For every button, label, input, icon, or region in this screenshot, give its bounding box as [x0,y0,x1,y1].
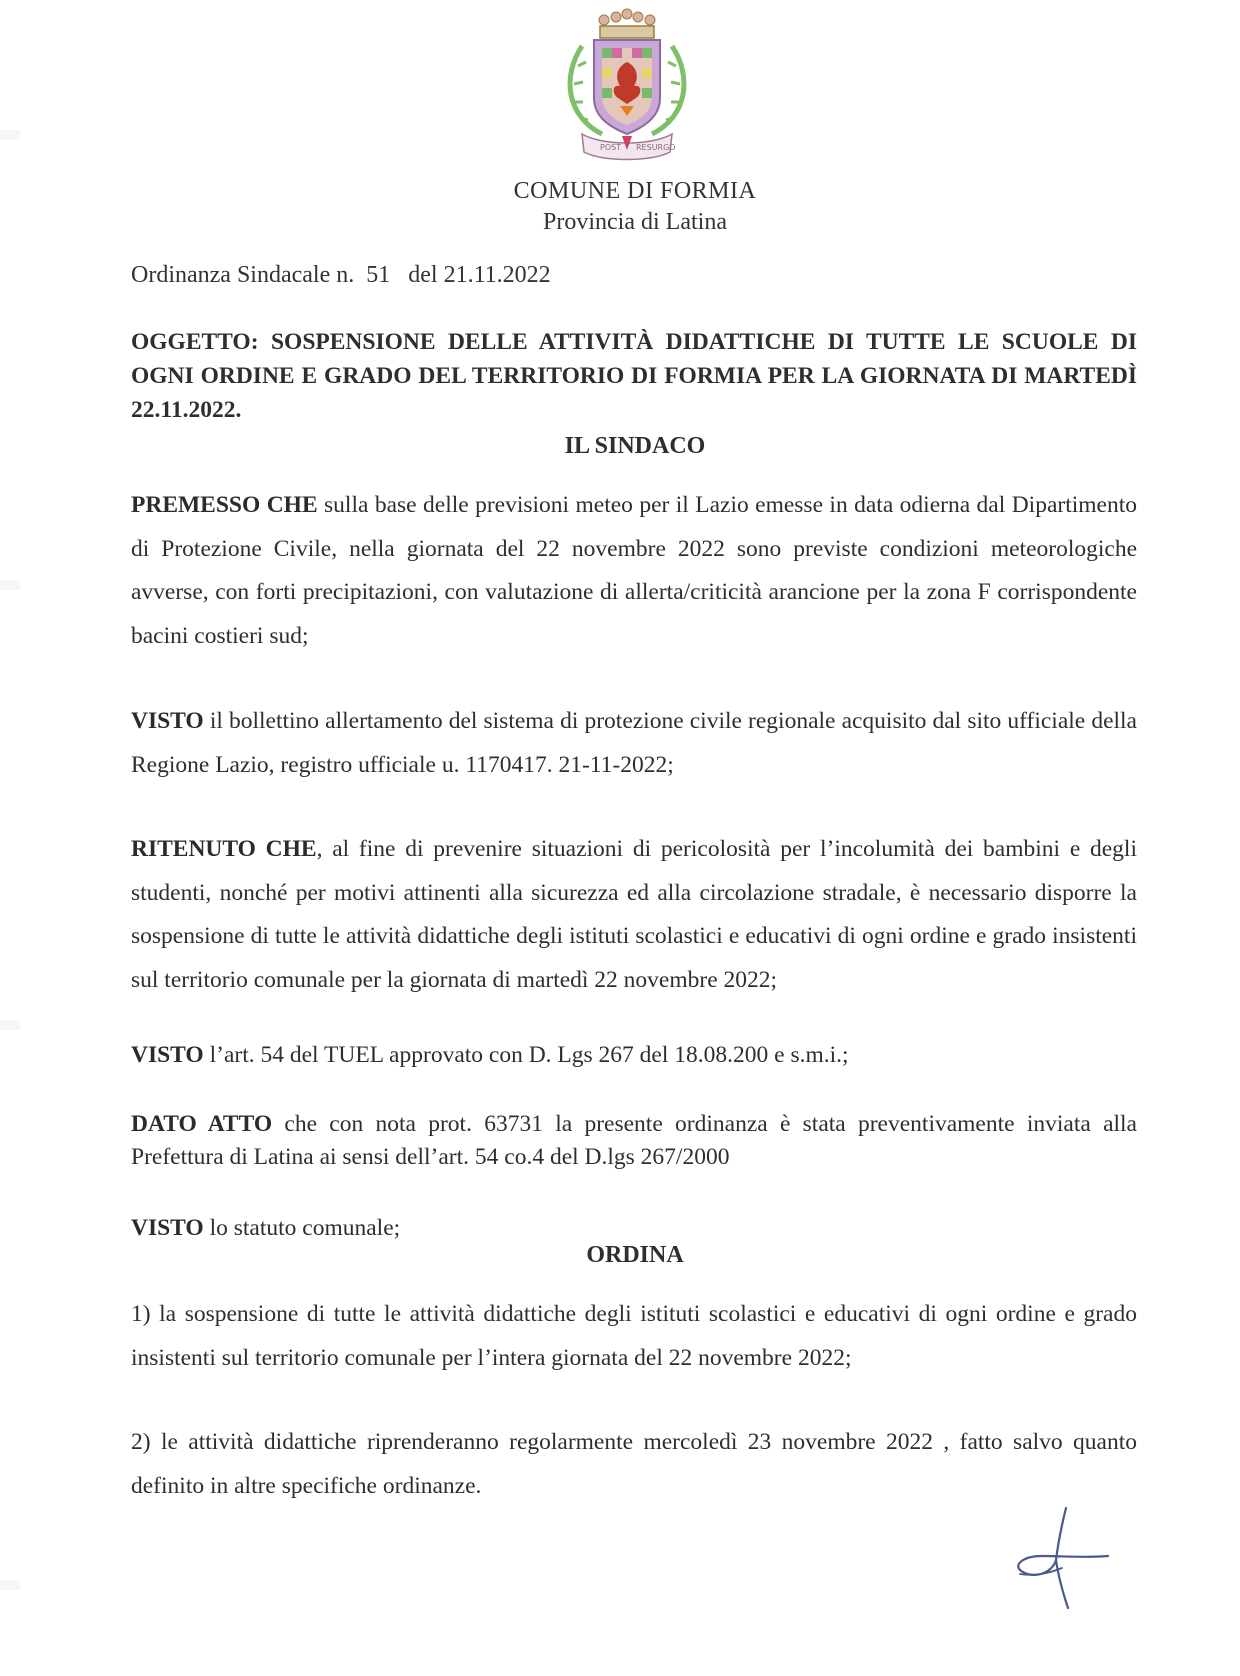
visto-bollettino-text: il bollettino allertamento del sistema di protezione civile regionale acquisito dal sito ufficiale della Regione Lazio, registro ufficiale u. 1170417. 21-11-2022; [131,708,1137,778]
document-header [0,176,1240,238]
visto-tuel-paragraph [131,1034,1137,1078]
visto-tuel-text: l’art. 54 del TUEL approvato con D. Lgs 267 del 18.08.200 e s.m.i.; [203,1042,849,1068]
dato-atto-lead: DATO ATTO [131,1111,273,1137]
ordina-heading: ORDINA [586,1242,684,1268]
visto-statuto-lead: VISTO [131,1215,204,1241]
crown-icon [599,9,655,38]
ordina-item: 2) le attività didattiche riprenderanno regolarmente mercoledì 23 novembre 2022 , fatto salvo quanto definito in altre specifiche ordinanze. [131,1429,1137,1499]
visto-statuto-paragraph [131,1212,1137,1245]
dato-atto-paragraph [131,1108,1137,1174]
ordina-item: 1) la sospensione di tutte le attività didattiche degli istituti scolastici e educativi di ogni ordine e grado insistenti sul territorio comunale per l’intera giornata del 22 novembre 2022; [131,1301,1137,1371]
ritenuto-text: , al fine di prevenire situazioni di pericolosità per l’incolumità dei bambini e degli studenti, nonché per motivi attinenti alla sicurezza ed alla circolazione stradale, è necessario disporre la sospensione di tutte le attività didattiche degli istituti scolastici e educativi di ogni ordine e grado insistenti sul territorio comunale per la giornata di martedì 22 novembre 2022; [131,836,1137,993]
premesso-text: sulla base delle previsioni meteo per il Lazio emesse in data odierna dal Dipartimento di Protezione Civile, nella giornata del 22 novembre 2022 sono previste condizioni meteorologiche avverse, con forti precipitazioni, con valutazione di allerta/criticità arancione per la zona F corrispondente bacini costieri sud; [131,492,1137,649]
visto-bollettino-lead: VISTO [131,708,204,734]
premesso-paragraph [131,484,1137,658]
scan-artifact [0,1580,20,1590]
visto-tuel-lead: VISTO [131,1042,204,1068]
subject-heading: OGGETTO: SOSPENSIONE DELLE ATTIVITÀ DIDATTICHE DI TUTTE LE SCUOLE DI OGNI ORDINE E GRADO DEL TERRITORIO DI FORMIA PER LA GIORNATA DI MARTEDÌ 22.11.2022. [131,329,1137,423]
handwritten-signature-icon [1012,1504,1132,1614]
provincia-name: Provincia di Latina [543,209,727,235]
ritenuto-lead: RITENUTO CHE [131,836,317,862]
scan-artifact [0,1020,20,1030]
svg-text:RESURGO: RESURGO [636,143,676,152]
dato-atto-text: che con nota prot. 63731 la presente ordinanza è stata preventivamente inviata alla Prefettura di Latina ai sensi dell’art. 54 co.4 del D.lgs 267/2000 [131,1111,1137,1170]
scan-artifact [0,130,20,140]
premesso-lead: PREMESSO CHE [131,492,318,518]
ordinance-reference [131,262,551,289]
il-sindaco-heading: IL SINDACO [564,433,706,459]
ritenuto-paragraph [131,828,1137,1002]
svg-text:POST: POST [600,143,622,152]
ordinance-number: 51 [366,262,391,288]
visto-statuto-text: lo statuto comunale; [203,1215,401,1241]
ordinance-label: Ordinanza Sindacale n. [131,262,355,288]
scan-artifact [0,580,20,590]
visto-bollettino-paragraph [131,700,1137,787]
ordinance-date: del 21.11.2022 [408,262,551,288]
formia-coat-of-arms-icon [552,6,702,166]
comune-name: COMUNE DI FORMIA [513,178,757,204]
